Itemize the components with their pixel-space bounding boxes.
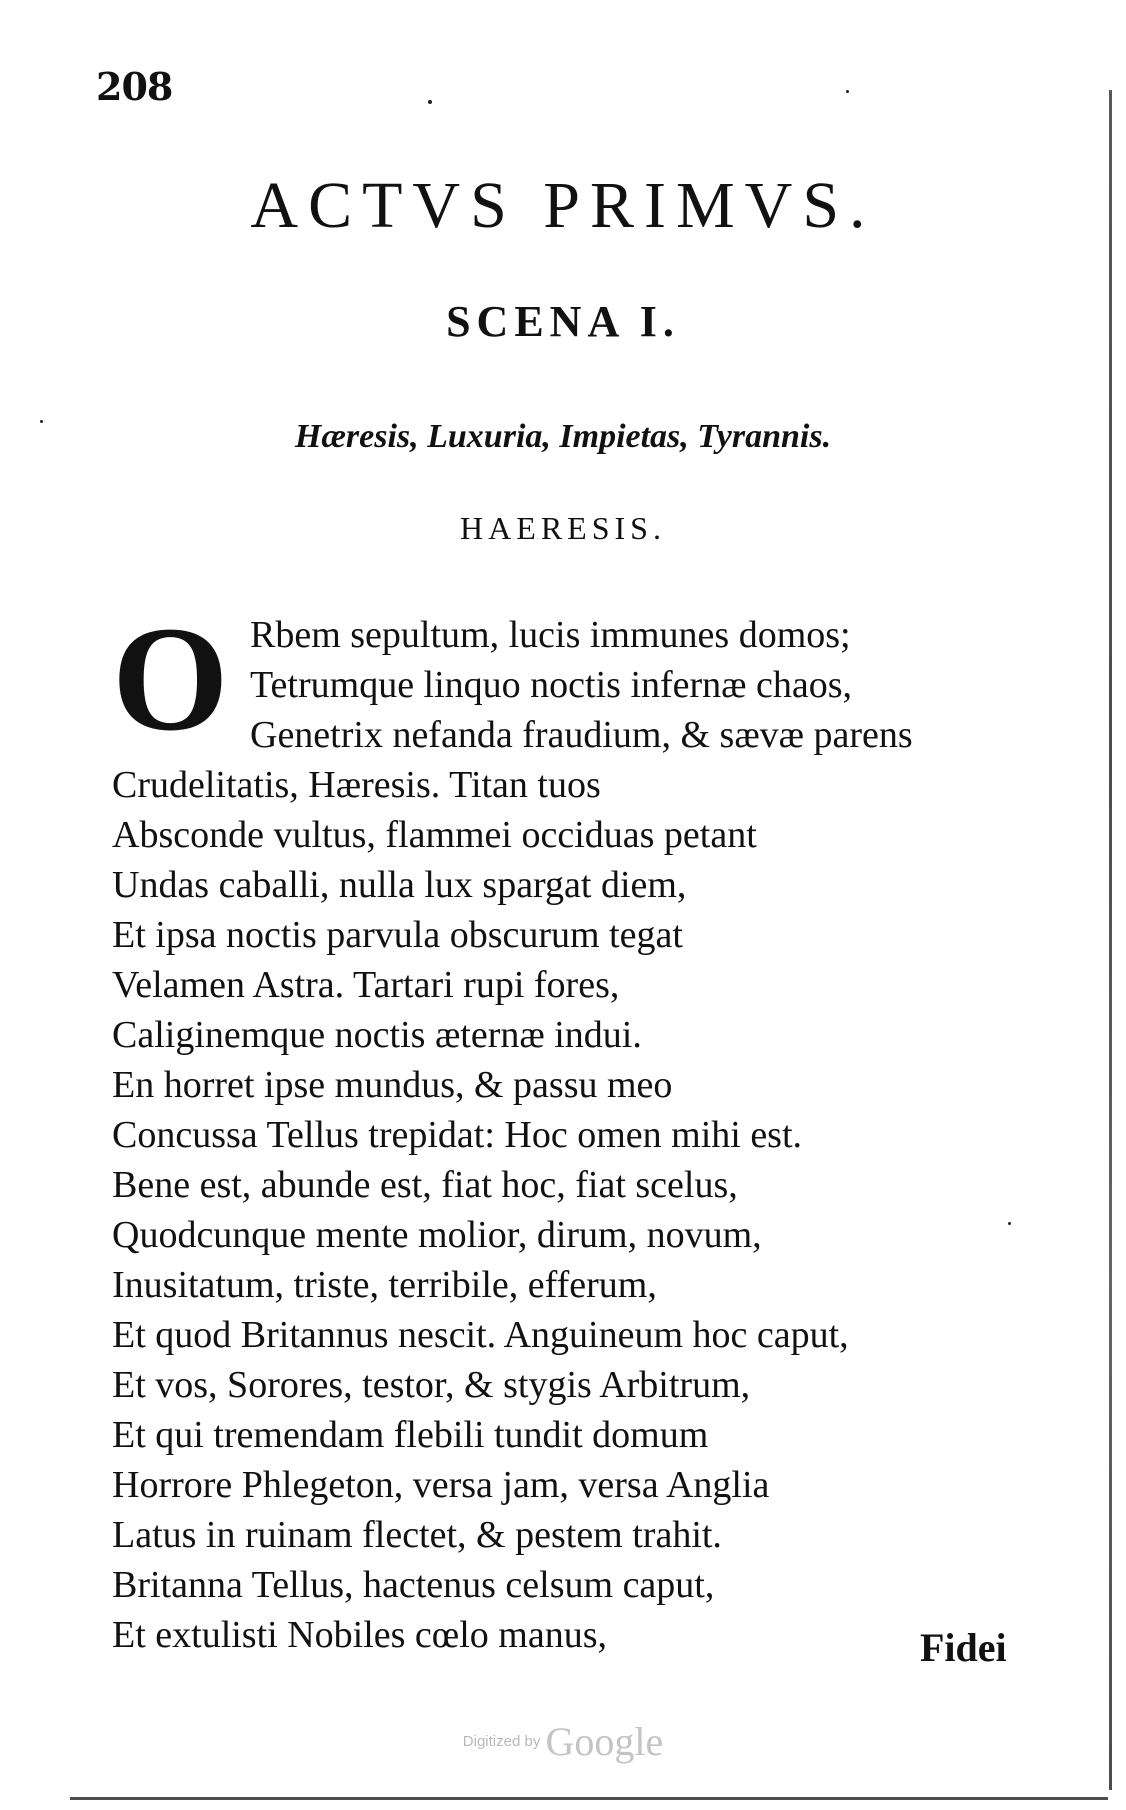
verse-line: Latus in ruinam flectet, & pestem trahit.: [112, 1514, 722, 1556]
verse-line: Genetrix nefanda fraudium, & sævæ parens: [250, 714, 913, 756]
act-title: ACTVS PRIMVS.: [250, 169, 876, 242]
verse-text: [0, 610, 1126, 1660]
catchword: Fidei: [920, 1625, 1007, 1670]
verse-line: Crudelitatis, Hæresis. Titan tuos: [112, 764, 601, 806]
digitized-watermark: [0, 1718, 1126, 1765]
verse-line: Et vos, Sorores, testor, & stygis Arbitrum,: [112, 1364, 751, 1406]
verse-line: Et ipsa noctis parvula obscurum tegat: [112, 914, 683, 956]
verse-line: Bene est, abunde est, fiat hoc, fiat scelus,: [112, 1164, 738, 1206]
verse-line: Rbem sepultum, lucis immunes domos;: [250, 614, 851, 656]
verse-line: En horret ipse mundus, & passu meo: [112, 1064, 673, 1106]
page-bottom-shadow: [70, 1797, 1108, 1800]
verse-line: Tetrumque linquo noctis infernæ chaos,: [250, 664, 853, 706]
verse-line: Et extulisti Nobiles cœlo manus,: [112, 1614, 608, 1656]
ink-speck: [428, 100, 432, 104]
verse-line: Britanna Tellus, hactenus celsum caput,: [112, 1564, 715, 1606]
google-logo: Google: [545, 1719, 664, 1764]
scene-title: SCENA I.: [446, 297, 680, 346]
speaker-name: HAERESIS.: [460, 510, 666, 546]
verse-line: Quodcunque mente molior, dirum, novum,: [112, 1214, 762, 1256]
page-number: 208: [96, 64, 173, 109]
verse-line: Velamen Astra. Tartari rupi fores,: [112, 964, 620, 1006]
verse-line: Inusitatum, triste, terribile, efferum,: [112, 1264, 657, 1306]
verse-line: Et qui tremendam flebili tundit domum: [112, 1414, 709, 1456]
verse-line: Absconde vultus, flammei occiduas petant: [112, 814, 757, 856]
character-list: Hæresis, Luxuria, Impietas, Tyrannis.: [294, 418, 832, 455]
verse-line: Undas caballi, nulla lux spargat diem,: [112, 864, 687, 906]
watermark-prefix: Digitized by: [462, 1733, 541, 1750]
verse-line: Et quod Britannus nescit. Anguineum hoc caput,: [112, 1314, 849, 1356]
verse-line: Caliginemque noctis æternæ indui.: [112, 1014, 642, 1056]
verse-line: Horrore Phlegeton, versa jam, versa Anglia: [112, 1464, 770, 1506]
drop-cap: O: [112, 596, 229, 762]
ink-speck: [846, 90, 849, 93]
verse-line: Concussa Tellus trepidat: Hoc omen mihi est.: [112, 1114, 803, 1156]
